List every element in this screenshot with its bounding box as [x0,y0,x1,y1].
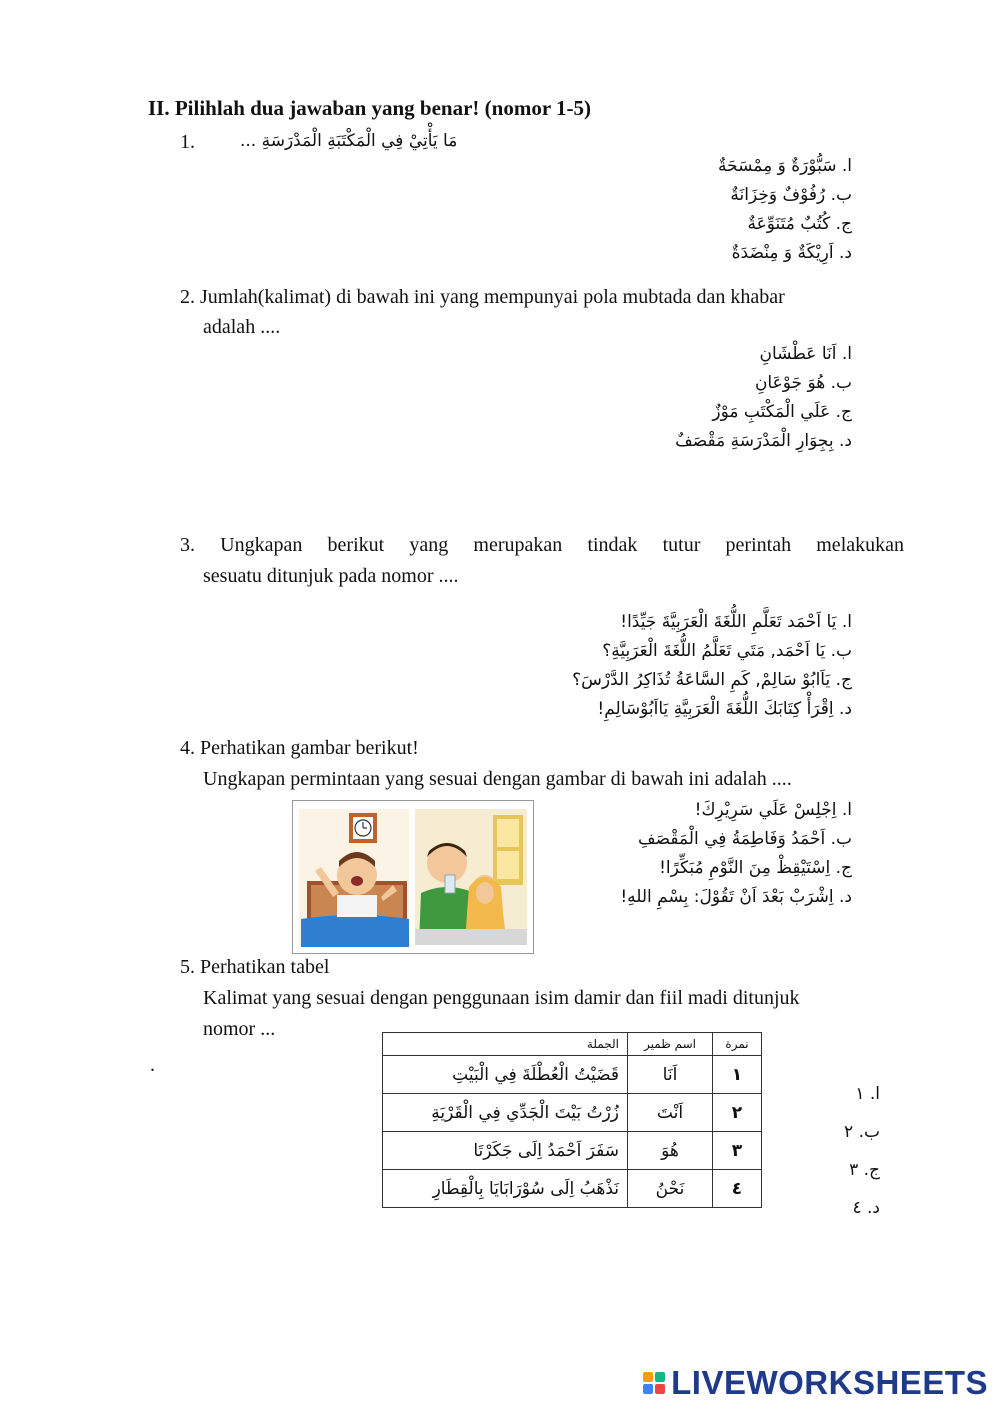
q1-option-c[interactable]: ج. كُتُبٌ مُتَنَوِّعَةٌ [747,214,852,234]
q2-text-line1: 2. Jumlah(kalimat) di bawah ini yang mempunyai pola mubtada dan khabar [180,286,785,308]
row-pronoun: اَنَا [628,1056,713,1094]
row-pronoun: اَنْتَ [628,1094,713,1132]
q4-option-d[interactable]: د. اِشْرَبْ بَعْدَ اَنْ تَقُوْلَ: بِسْمِ اللهِ! [620,887,852,907]
row-sentence: سَفَرَ اَحْمَدُ اِلَى جَكَرْتَا [383,1132,628,1170]
q3-options [572,608,852,724]
liveworksheets-logo [643,1364,988,1402]
row-sentence: نَذْهَبُ اِلَى سُوْرَابَايَا بِالْقِطَارِ [383,1170,628,1208]
row-number: ٣ [713,1132,762,1170]
logo-grid-icon [643,1372,665,1394]
q5-text-line2: Kalimat yang sesuai dengan penggunaan isim damir dan fiil madi ditunjuk [203,987,800,1009]
q4-picture [292,800,534,954]
table-row [383,1056,762,1094]
header-pronoun: اسم ظمير [628,1033,713,1056]
q1-option-b[interactable]: ب. رُفُوْفٌ وَخِزَانَةٌ [730,185,852,205]
q3-option-b[interactable]: ب. يَا اَحْمَد, مَتَي تَعَلَّمُ اللُّغَةَ الْعَرَبِيَّةِ؟ [602,641,852,661]
q4-option-b[interactable]: ب. اَحْمَدُ وَفَاطِمَةُ فِي الْمَقْصَفِ [638,829,852,849]
q2-option-d[interactable]: د. بِجِوَارِ الْمَدْرَسَةِ مَقْصَفٌ [675,431,852,451]
q1-number: 1. [180,131,195,153]
header-sentence: الجملة [383,1033,628,1056]
q5-choice-a[interactable]: ا. ١ [855,1084,880,1104]
stray-dot: . [150,1054,155,1076]
q5-answer-choices [844,1075,880,1227]
q5-text-line3: nomor ... [203,1018,276,1040]
q5-choice-c[interactable]: ج. ٣ [849,1160,880,1180]
table-header-row [383,1033,762,1056]
q2-option-c[interactable]: ج. عَلَي الْمَكْتَبِ مَوْزٌ [712,402,852,422]
q2-text-line2: adalah .... [203,316,281,338]
q4-options [620,796,852,912]
q1-option-d[interactable]: د. اَرِيْكَةٌ وَ مِنْضَدَةٌ [731,243,852,263]
q4-text-line1: 4. Perhatikan gambar berikut! [180,737,419,759]
q4-option-a[interactable]: ا. اِجْلِسْ عَلَي سَرِيْرِكَ! [694,800,852,820]
row-sentence: قَضَيْتُ الْعُطْلَةَ فِي الْبَيْتِ [383,1056,628,1094]
q3-option-c[interactable]: ج. يَاَابُوْ سَالِمْ, كَمِ السَّاعَةُ تُذَاكِرُ الدَّرْسَ؟ [572,670,852,690]
row-number: ٤ [713,1170,762,1208]
row-pronoun: هُوَ [628,1132,713,1170]
q5-choice-b[interactable]: ب. ٢ [844,1122,880,1142]
q4-option-c[interactable]: ج. اِسْتَيْقِظْ مِنَ النَّوْمِ مُبَكِّرًا! [659,858,852,878]
section-title: II. Pilihlah dua jawaban yang benar! (nomor 1-5) [148,96,592,120]
q5-table [382,1032,762,1208]
table-row [383,1132,762,1170]
q3-option-d[interactable]: د. اِقْرَأْ كِتَابَكَ اللُّغَةَ الْعَرَبِيَّةِ يَااَبُوْسَالِمِ! [597,699,852,719]
q2-option-b[interactable]: ب. هُوَ جَوْعَانِ [754,373,852,393]
table-row [383,1094,762,1132]
row-number: ٢ [713,1094,762,1132]
row-number: ١ [713,1056,762,1094]
q2-option-a[interactable]: ا. اَنَا عَطْشَانِ [759,344,852,364]
q1-option-a[interactable]: ا. سَبُّوْرَةٌ وَ مِمْسَحَةٌ [717,156,852,176]
q1-options [718,152,852,268]
q5-text-line1: 5. Perhatikan tabel [180,956,330,978]
q1-question: مَا يَأْتِيْ فِي الْمَكْتَبَةِ الْمَدْرَسَةِ ... [240,131,458,151]
q4-text-line2: Ungkapan permintaan yang sesuai dengan gambar di bawah ini adalah .... [203,768,792,790]
q5-table-wrap [382,1032,762,1208]
table-row [383,1170,762,1208]
logo-text: LIVEWORKSHEETS [671,1364,988,1401]
row-pronoun: نَحْنُ [628,1170,713,1208]
q3-text-line1: 3. Ungkapan berikut yang merupakan tindak tutur perintah melakukan [180,534,904,556]
header-number: نمرة [713,1033,762,1056]
q4-illustration [293,801,533,953]
q5-choice-d[interactable]: د. ٤ [852,1198,880,1218]
q2-options [675,340,852,456]
q3-option-a[interactable]: ا. يَا اَحْمَد تَعَلَّمِ اللُّغَةَ الْعَرَبِيَّةَ جَيِّدًا! [620,612,852,632]
row-sentence: زُرْتُ بَيْتَ الْجَدِّي فِي الْقَرْيَةِ [383,1094,628,1132]
q3-text-line2: sesuatu ditunjuk pada nomor .... [203,565,459,587]
